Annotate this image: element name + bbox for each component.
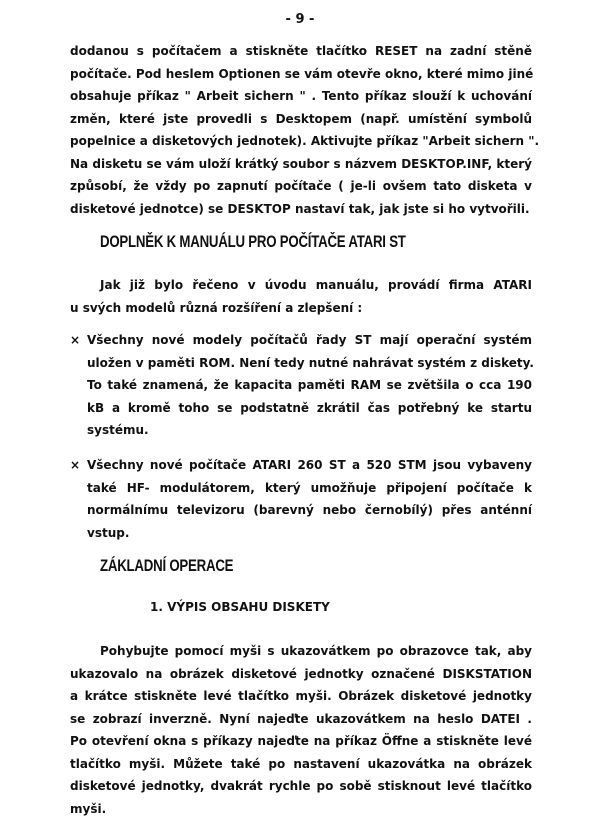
bullet-mark: × <box>70 333 81 347</box>
paragraph-line: Jak již bylo řečeno v úvodu manuálu, provádí firma ATARI <box>100 278 532 292</box>
bullet-line: vstup. <box>87 525 130 540</box>
paragraph-line: počítače. Pod heslem Optionen se vám otevře okno, které mimo jiné <box>70 66 534 81</box>
paragraph-line: se zobrazí inverzně. Nyní najeďte ukazovátkem na heslo DATEI . <box>70 711 532 726</box>
paragraph-line: dodanou s počítačem a stiskněte tlačítko RESET na zadní stěně <box>70 44 532 58</box>
bullet-line: Všechny nové počítače ATARI 260 ST a 520 STM jsou vybaveny <box>87 458 532 472</box>
paragraph-line: myši. <box>70 801 107 816</box>
paragraph-line: disketové jednotce) se DESKTOP nastaví tak, jak jste si ho vytvořili. <box>70 201 530 216</box>
heading-basic-operations: ZÁKLADNÍ OPERACE <box>100 556 234 575</box>
paragraph-line: popelnice a disketových jednotek). Aktivujte příkaz "Arbeit sichern ". <box>70 134 540 148</box>
page-number: - 9 - <box>285 12 315 27</box>
paragraph-line: u svých modelů různá rozšíření a zlepšení : <box>70 300 363 315</box>
bullet-mark: × <box>70 458 81 472</box>
paragraph-line: Pohybujte pomocí myši s ukazovátkem po obrazovce tak, aby <box>100 644 532 658</box>
paragraph-line: disketové jednotky, dvakrát rychle po sobě stisknout levé tlačítko <box>70 779 532 793</box>
paragraph-line: obsahuje příkaz " Arbeit sichern " . Tento příkaz slouží k uchování <box>70 89 532 103</box>
paragraph-line: ukazovalo na obrázek disketové jednotky označené DISKSTATION <box>70 666 532 681</box>
bullet-line: To také znamená, že kapacita paměti RAM se zvětšila o cca 190 <box>87 378 532 392</box>
paragraph-line: a krátce stiskněte levé tlačítko myši. Obrázek disketové jednotky <box>70 689 532 703</box>
paragraph-line: změn, které jste provedli s Desktopem (např. umístění symbolů <box>70 111 532 126</box>
bullet-line: Všechny nové modely počítačů řady ST mají operační systém <box>87 333 532 347</box>
intro-paragraph <box>70 40 540 220</box>
bullet-line: systému. <box>87 423 149 437</box>
paragraph-line: způsobí, že vždy po zapnutí počítače ( je-li ovšem tato disketa v <box>70 179 532 193</box>
paragraph-line: Na disketu se vám uloží krátký soubor s názvem DESKTOP.INF, který <box>70 156 532 171</box>
paragraph-line: Po otevření okna s příkazy najeďte na příkaz Öffne a stiskněte levé <box>70 734 532 748</box>
bullet-line: také HF- modulátorem, který umožňuje připojení počítače k <box>87 480 532 495</box>
heading-supplement: DOPLNĚK K MANUÁLU PRO POČÍTAČE ATARI ST <box>100 232 406 251</box>
bullet-line: uložen v paměti ROM. Není tedy nutné nahrávat systém z diskety. <box>87 355 534 370</box>
bullet-line: normálnímu televizoru (barevný nebo černobílý) přes anténní <box>87 503 532 517</box>
final-paragraph <box>70 640 532 820</box>
paragraph-line: tlačítko myši. Můžete také po nastavení ukazovátka na obrázek <box>70 756 532 771</box>
subheading-disk-listing: 1. VÝPIS OBSAHU DISKETY <box>150 600 330 614</box>
bullet-line: kB a kromě toho se podstatně zkrátil čas potřebný ke startu <box>87 400 532 415</box>
supplement-intro <box>70 274 532 319</box>
